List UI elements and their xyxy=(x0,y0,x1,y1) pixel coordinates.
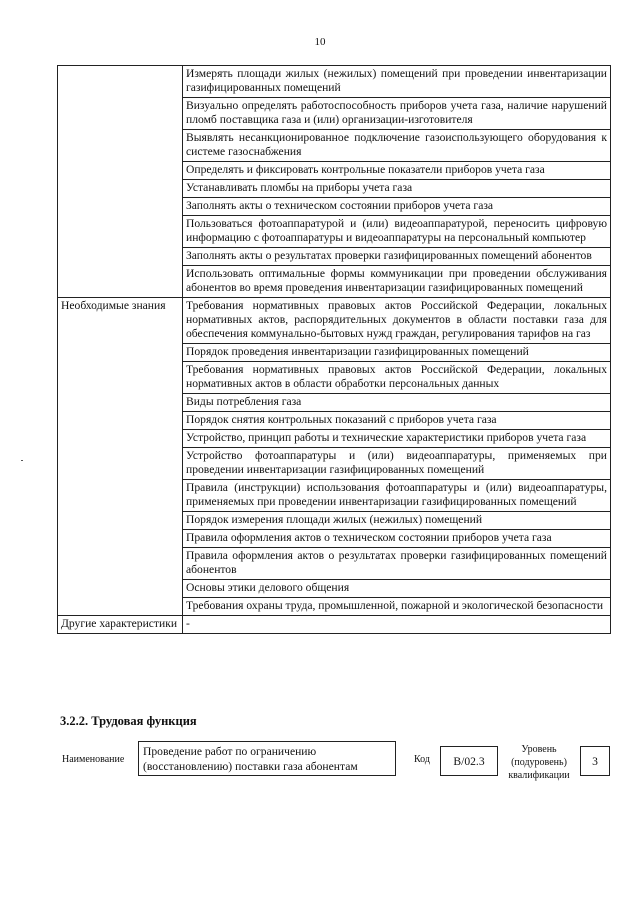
actions-item: Измерять площади жилых (нежилых) помещений при проведении инвентаризации газифицированных помещений xyxy=(183,66,611,98)
knowledge-item: Требования нормативных правовых актов Российской Федерации, локальных нормативных актов в области обработки персональных данных xyxy=(183,362,611,394)
qualification-level-label: Уровень (подуровень) квалификации xyxy=(508,744,570,781)
table-row xyxy=(58,66,611,98)
table-row xyxy=(58,616,611,634)
knowledge-item: Устройство фотоаппаратуры и (или) видеоаппаратуры, применяемых при проведении инвентаризации газифицированных помещений xyxy=(183,448,611,480)
section-heading: 3.2.2. Трудовая функция xyxy=(60,714,197,728)
function-name-value: Проведение работ по ограничению (восстановлению) поставки газа абонентам xyxy=(138,741,396,776)
knowledge-item: Требования охраны труда, промышленной, пожарной и экологической безопасности xyxy=(183,598,611,616)
knowledge-item: Правила оформления актов о техническом состоянии приборов учета газа xyxy=(183,530,611,548)
knowledge-item: Устройство, принцип работы и технические характеристики приборов учета газа xyxy=(183,430,611,448)
knowledge-item: Порядок измерения площади жилых (нежилых) помещений xyxy=(183,512,611,530)
table-row xyxy=(58,298,611,344)
knowledge-item: Правила (инструкции) использования фотоаппаратуры и (или) видеоаппаратуры, применяемых при проведении инвентаризации газифицированных помещений xyxy=(183,480,611,512)
actions-item: Определять и фиксировать контрольные показатели приборов учета газа xyxy=(183,162,611,180)
knowledge-label-cell: Необходимые знания xyxy=(58,298,183,616)
knowledge-item: Виды потребления газа xyxy=(183,394,611,412)
qualification-level-value: 3 xyxy=(580,746,610,776)
knowledge-item: Порядок проведения инвентаризации газифицированных помещений xyxy=(183,344,611,362)
function-code-value: В/02.3 xyxy=(440,746,498,776)
actions-item: Устанавливать пломбы на приборы учета газа xyxy=(183,180,611,198)
actions-item: Выявлять несанкционированное подключение газоиспользующего оборудования к системе газоснабжения xyxy=(183,130,611,162)
actions-item: Использовать оптимальные формы коммуникации при проведении обслуживания абонентов во время проведения инвентаризации газифицированных помещений xyxy=(183,266,611,298)
page-number: 10 xyxy=(314,36,326,48)
margin-mark xyxy=(21,460,23,461)
other-value: - xyxy=(183,616,611,634)
actions-label-cell xyxy=(58,66,183,298)
knowledge-item: Правила оформления актов о результатах проверки газифицированных помещений абонентов xyxy=(183,548,611,580)
actions-item: Заполнять акты о техническом состоянии приборов учета газа xyxy=(183,198,611,216)
actions-item: Заполнять акты о результатах проверки газифицированных помещений абонентов xyxy=(183,248,611,266)
actions-item: Визуально определять работоспособность приборов учета газа, наличие нарушений пломб поставщика газа и (или) организации-изготовителя xyxy=(183,98,611,130)
labor-actions-table xyxy=(57,65,611,634)
knowledge-item: Основы этики делового общения xyxy=(183,580,611,598)
knowledge-item: Порядок снятия контрольных показаний с приборов учета газа xyxy=(183,412,611,430)
function-name-label: Наименование xyxy=(62,754,125,765)
function-code-label: Код xyxy=(414,754,430,765)
actions-item: Пользоваться фотоаппаратурой и (или) видеоаппаратурой, переносить цифровую информацию с фотоаппаратуры и видеоаппаратуры на персональный компьютер xyxy=(183,216,611,248)
knowledge-item: Требования нормативных правовых актов Российской Федерации, локальных нормативных актов, распорядительных документов в области поставки газа для обеспечения коммунально-бытовых нужд граждан, регулирования тарифов на газ xyxy=(183,298,611,344)
other-label-cell: Другие характеристики xyxy=(58,616,183,634)
